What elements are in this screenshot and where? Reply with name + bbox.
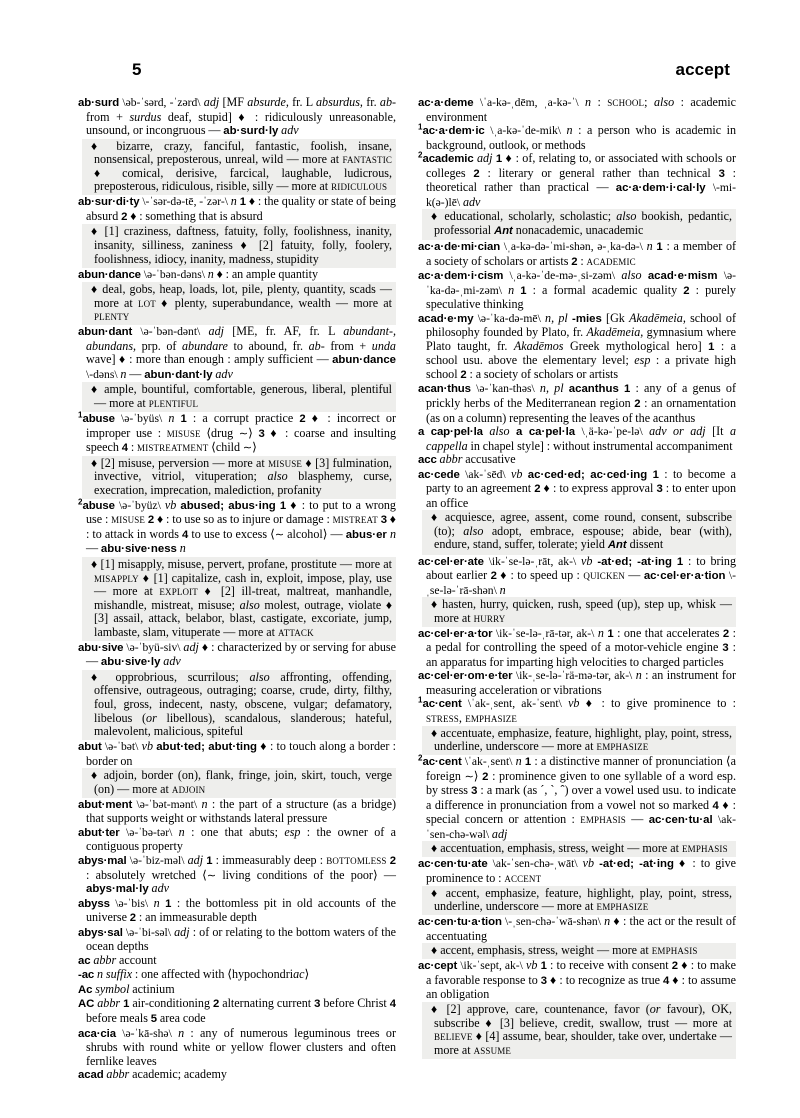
entry-body: \ˌa-kə-ˈde-mik\ n : a person who is academic in background, outlook, or methods	[426, 123, 737, 152]
entry-body: \ak-ˈsēd\ vb ac·ced·ed; ac·ced·ing 1 : to become a party to an agreement 2 ♦ : to express approval 3 : to enter upon an office	[426, 466, 737, 510]
dictionary-entry	[418, 453, 736, 468]
headword: ab·sur·di·ty	[78, 196, 140, 209]
entry-body: \ˌa-kə-ˈde-mə-ˌsi-zəm\ also acad·e·mism \ə-ˈka-də-ˌmi-zəm\ n 1 : a formal academic quality 2 : purely speculative thinking	[426, 268, 736, 312]
entry-body: abbr account	[93, 952, 157, 967]
entry-body: \ˌa-kə-də-ˈmi-shən, ə-ˌka-də-\ n 1 : a member of a society of scholars or artists 2 : academic	[426, 238, 737, 268]
synonym-block: ♦ accentuation, emphasis, stress, weight — more at emphasis	[422, 841, 736, 857]
synonym-block: ♦ adjoin, border (on), flank, fringe, join, skirt, touch, verge (on) — more at adjoin	[82, 768, 396, 798]
headword: abut·ment	[78, 798, 133, 811]
entry-body: abbr academic; academy	[106, 1067, 227, 1082]
running-head	[78, 60, 738, 90]
entry-body: n suffix : one affected with ⟨hypochondriac⟩	[97, 967, 310, 982]
entry-body: \ə-ˈbis\ n 1 : the bottomless pit in old accounts of the universe 2 : an immeasurable depth	[86, 895, 397, 925]
headword: abut·ter	[78, 826, 120, 839]
entry-body: abbr 1 air-conditioning 2 alternating current 3 before Christ 4 before meals 5 area code	[86, 996, 397, 1025]
headword: abys·sal	[78, 926, 123, 939]
dictionary-entry	[418, 152, 736, 209]
dictionary-entry	[78, 1068, 396, 1083]
entry-body: \ik-ˈsept, ak-\ vb 1 : to receive with consent 2 ♦ : to make a favorable response to 3 ♦ : to recognize as true 4 ♦ : to assume an obligation	[426, 958, 737, 1002]
homograph-superscript: 1	[418, 122, 423, 132]
headword: Ac	[78, 983, 93, 996]
dictionary-entry	[78, 96, 396, 139]
synonym-block: ♦ bizarre, crazy, fanciful, fantastic, foolish, insane, nonsensical, preposterous, unreal, wild — more at fantastic ♦ comical, derisive, farcical, laughable, ludicrous, preposterous, ridiculous, risible, silly — more at ridiculous	[82, 139, 396, 196]
dictionary-entry	[78, 983, 396, 998]
synonym-block: ♦ ample, bountiful, comfortable, generous, liberal, plentiful — more at plentiful	[82, 382, 396, 412]
dictionary-entry	[418, 915, 736, 943]
entry-body: also a ca·pel·la \ˌä-kə-ˈpe-lə\ adv or adj [It a cappella in chapel style] : without instrumental accompaniment	[426, 424, 736, 453]
synonym-block: ♦ acquiesce, agree, assent, come round, consent, subscribe (to); also adopt, embrace, espouse; abide, bear (with), endure, stand, suffer, tolerate; yield Ant dissent	[422, 510, 736, 554]
entry-body: symbol actinium	[95, 981, 175, 996]
headword: abuse	[82, 499, 115, 512]
headword: abu·sive	[78, 641, 124, 654]
entry-body: \ik-ˌse-lə-ˈrä-mə-tər, ak-\ n : an instrument for measuring acceleration or vibrations	[426, 668, 736, 697]
headword: acad·e·my	[418, 312, 474, 325]
dictionary-entry	[78, 1027, 396, 1069]
headword: -ac	[78, 969, 95, 982]
dictionary-entry	[78, 997, 396, 1026]
entry-body: \ə-ˈbən-dəns\ n ♦ : an ample quantity	[143, 266, 319, 281]
entry-body: \ə-ˈkā-shə\ n : any of numerous leguminous trees or shrubs with round white or yellow flower clusters and often fernlike leaves	[86, 1025, 396, 1068]
page-number: 5	[132, 60, 142, 79]
entry-body: \ik-ˈse-lə-ˌrāt, ak-\ vb -at·ed; -at·ing 1 : to bring about earlier 2 ♦ : to speed up : quicken — ac·cel·er·a·tion \-ˌse-lə-ˈrā-shən\ n	[426, 553, 737, 597]
headword: ac·cent	[422, 698, 462, 711]
dictionary-entry	[418, 669, 736, 697]
synonym-block: ♦ [1] craziness, daftness, fatuity, folly, foolishness, inanity, insanity, silliness, zaniness ♦ [2] fatuity, folly, foolery, foolishness, idiocy, inanity, madness, stupidity	[82, 224, 396, 267]
dictionary-entry	[78, 499, 396, 557]
synonym-block: ♦ [2] misuse, perversion — more at misuse ♦ [3] fulmination, invective, vitriol, vituperation; also blasphemy, curse, execration, imprecation, malediction, profanity	[82, 456, 396, 499]
headword: ac	[78, 954, 91, 967]
dictionary-entry	[418, 755, 736, 841]
dictionary-entry	[418, 627, 736, 670]
dictionary-entry	[78, 325, 396, 382]
synonym-block: ♦ accent, emphasize, feature, highlight, play, point, stress, underline, underscore — more at emphasize	[422, 886, 736, 916]
entry-body: \-ˌsen-chə-ˈwā-shən\ n ♦ : the act or the result of accentuating	[426, 914, 737, 943]
headword: ac·cent	[422, 756, 462, 769]
homograph-superscript: 2	[418, 150, 423, 160]
dictionary-entry	[78, 412, 396, 456]
dictionary-entry	[418, 312, 736, 383]
synonym-block: ♦ opprobrious, scurrilous; also affronting, offending, offensive, outrageous, outraging; coarse, crude, dirty, filthy, foul, gross, indecent, nasty, obscene, vulgar; defamatory, libelous (or libellous), scandalous, slanderous; hateful, malevolent, malicious, spiteful	[82, 670, 396, 740]
headword: abys·mal	[78, 854, 127, 867]
homograph-superscript: 2	[418, 753, 423, 763]
entry-body: \ˈa-kə-ˌdēm, ˌa-kə-ˈ\ n : school; also : academic environment	[426, 95, 737, 124]
dictionary-entry	[418, 425, 736, 453]
dictionary-entry	[78, 826, 396, 854]
headword: ab·surd	[78, 97, 120, 109]
headword: abuse	[82, 413, 115, 426]
entry-body: \ə-ˈbi-səl\ adj : of or relating to the bottom waters of the ocean depths	[86, 924, 397, 954]
column-container	[78, 96, 738, 1083]
headword: ac·cen·tu·a·tion	[418, 916, 502, 929]
headword: a cap·pel·la	[418, 426, 483, 439]
entry-body: adj 1 ♦ : of, relating to, or associated with schools or colleges 2 : literary or general rather than technical 3 : theoretical rather than practical — ac·a·dem·i·cal·ly \-mi-k(ə-)lē\ adv	[426, 151, 737, 209]
synonym-block: ♦ hasten, hurry, quicken, rush, speed (up), step up, whisk — more at hurry	[422, 597, 736, 627]
homograph-superscript: 1	[418, 695, 423, 705]
dictionary-entry	[78, 195, 396, 224]
synonym-block: ♦ educational, scholarly, scholastic; also bookish, pedantic, professorial Ant nonacademic, unacademic	[422, 209, 736, 240]
headword: ac·a·deme	[418, 97, 474, 109]
headword: acc	[418, 454, 437, 467]
entry-body: \ik-ˈse-lə-ˌrā-tər, ak-\ n 1 : one that accelerates 2 : a pedal for controlling the speed of a motor-vehicle engine 3 : an apparatus for imparting high velocities to charged particles	[426, 625, 737, 669]
dictionary-entry	[418, 857, 736, 885]
headword: ac·cel·er·a·tor	[418, 627, 493, 640]
headword: AC	[78, 998, 95, 1011]
headword: ac·cel·er·om·e·ter	[418, 670, 513, 683]
headword: ac·cen·tu·ate	[418, 858, 488, 871]
entry-body: \ə-ˈbiz-məl\ adj 1 : immeasurably deep : bottomless 2 : absolutely wretched ⟨∼ living conditions of the poor⟩ — abys·mal·ly adv	[86, 852, 397, 896]
entry-body: \ə-ˈbət-mənt\ n : the part of a structure (as a bridge) that supports weight or withstands lateral pressure	[86, 796, 397, 826]
entry-body: \ˈak-ˌsent\ n 1 : a distinctive manner of pronunciation ⟨a foreign ∼⟩ 2 : prominence given to one syllable of a word esp. by stress 3 : a mark (as ´, `, ˆ) over a vowel used usu. to indicate a difference in pronunciation from a vowel not so marked 4 ♦ : special concern or attention : emphasis — ac·cen·tu·al \ak-ˈsen-chə-wəl\ adj	[426, 754, 736, 841]
entry-body: \ə-ˈka-də-mē\ n, pl -mies [Gk Akadēmeia, school of philosophy founded by Plato, fr. Akadēmeia, gymnasium where Plato taught, fr. Akadēmos Greek mythological hero] 1 : a school usu. above the elementary level; esp : a private high school 2 : a society of scholars or artists	[426, 310, 737, 381]
dictionary-entry	[78, 968, 396, 983]
entry-body: \ə-ˈbyüs\ n 1 : a corrupt practice 2 ♦ : incorrect or improper use : misuse ⟨drug ∼⟩ 3 ♦ : coarse and insulting speech 4 : mistreatment ⟨child ∼⟩	[86, 411, 396, 455]
entry-body: \ə-ˈbə-tər\ n : one that abuts; esp : the owner of a contiguous property	[86, 824, 397, 854]
dictionary-entry	[418, 959, 736, 1002]
guide-word: accept	[675, 60, 730, 79]
entry-body: \ə-ˈbyü-siv\ adj ♦ : characterized by or serving for abuse — abu·sive·ly adv	[86, 639, 396, 669]
synonym-block: ♦ deal, gobs, heap, loads, lot, pile, plenty, quantity, scads — more at lot ♦ plenty, superabundance, wealth — more at plenty	[82, 282, 396, 325]
entry-body: \ə-ˈbyüz\ vb abused; abus·ing 1 ♦ : to put to a wrong use : misuse 2 ♦ : to use so as to injure or damage : mistreat 3 ♦ : to attack in words 4 to use to excess ⟨∼ alcohol⟩ — abus·er n — abu·sive·ness n	[86, 497, 396, 556]
dictionary-entry	[78, 897, 396, 926]
dictionary-entry	[78, 798, 396, 826]
headword: abyss	[78, 897, 110, 910]
dictionary-entry	[418, 697, 736, 725]
entry-body: \əb-ˈsərd, -ˈzərd\ adj [MF absurde, fr. L absurdus, fr. ab- from + surdus deaf, stupid] ♦ : ridiculously unreasonable, unsound, or incongruous — ab·surd·ly adv	[86, 95, 397, 138]
headword: ac·cel·er·ate	[418, 555, 484, 568]
synonym-block: ♦ accent, emphasis, stress, weight — more at emphasis	[422, 943, 736, 959]
entry-body: \ə-ˈbən-dənt\ adj [ME, fr. AF, fr. L abundant-, abundans, prp. of abundare to abound, fr. ab- from + unda wave] ♦ : more than enough : amply sufficient — abun·dance \-dəns\ n — abun·dant·ly adv	[86, 324, 396, 381]
headword: acad	[78, 1069, 104, 1082]
headword: abun·dant	[78, 326, 133, 339]
dictionary-entry	[418, 468, 736, 511]
dictionary-entry	[418, 555, 736, 598]
dictionary-entry	[78, 641, 396, 670]
dictionary-entry	[78, 854, 396, 897]
dictionary-entry	[418, 124, 736, 152]
entry-body: \-ˈsər-də-tē, -ˈzər-\ n 1 ♦ : the quality or state of being absurd 2 ♦ : something that is absurd	[86, 194, 396, 223]
dictionary-entry	[78, 740, 396, 768]
dictionary-entry	[418, 382, 736, 425]
dictionary-entry	[78, 926, 396, 954]
entry-body: \ˈak-ˌsent, ak-ˈsent\ vb ♦ : to give prominence to : stress, emphasize	[426, 696, 736, 726]
headword: ac·a·dem·i·cism	[418, 270, 504, 283]
headword: academic	[422, 153, 474, 166]
entry-body: \ak-ˈsen-chə-ˌwāt\ vb -at·ed; -at·ing ♦ : to give prominence to : accent	[426, 856, 737, 886]
dictionary-entry	[418, 96, 736, 124]
headword: abut	[78, 741, 102, 754]
dictionary-entry	[78, 954, 396, 969]
headword: ac·cept	[418, 960, 458, 973]
synonym-block: ♦ [1] misapply, misuse, pervert, profane, prostitute — more at misapply ♦ [1] capitalize, cash in, exploit, impose, play, use — more at exploit ♦ [2] ill-treat, maltreat, manhandle, mishandle, mistreat, misuse; also molest, outrage, violate ♦ [3] assail, attack, belabor, blast, castigate, excoriate, jump, lambaste, slam, vituperate — more at attack	[82, 557, 396, 641]
dictionary-entry	[418, 269, 736, 312]
entry-body: \ə-ˈkan-thəs\ n, pl acanthus 1 : any of a genus of prickly herbs of the Mediterranean region 2 : an ornamentation (as on a column) representing the leaves of the acanthus	[426, 381, 737, 425]
column-right	[418, 96, 736, 1083]
synonym-block: ♦ accentuate, emphasize, feature, highlight, play, point, stress, underline, underscore — more at emphasize	[422, 726, 736, 756]
synonym-block: ♦ [2] approve, care, countenance, favor (or favour), OK, subscribe ♦ [3] believe, credit, swallow, trust — more at believe ♦ [4] assume, bear, shoulder, take over, undertake — more at assume	[422, 1002, 736, 1059]
headword: ac·a·dem·ic	[422, 125, 485, 138]
dictionary-entry	[78, 268, 396, 283]
headword: aca·cia	[78, 1027, 116, 1040]
headword: ac·a·de·mi·cian	[418, 240, 501, 253]
entry-body: abbr accusative	[439, 452, 516, 467]
column-left	[78, 96, 396, 1083]
headword: abun·dance	[78, 268, 141, 281]
homograph-superscript: 2	[78, 497, 83, 507]
headword: acan·thus	[418, 383, 471, 396]
homograph-superscript: 1	[78, 410, 83, 420]
headword: ac·cede	[418, 468, 460, 481]
entry-body: \ə-ˈbət\ vb abut·ted; abut·ting ♦ : to touch along a border : border on	[86, 739, 397, 768]
dictionary-entry	[418, 240, 736, 269]
